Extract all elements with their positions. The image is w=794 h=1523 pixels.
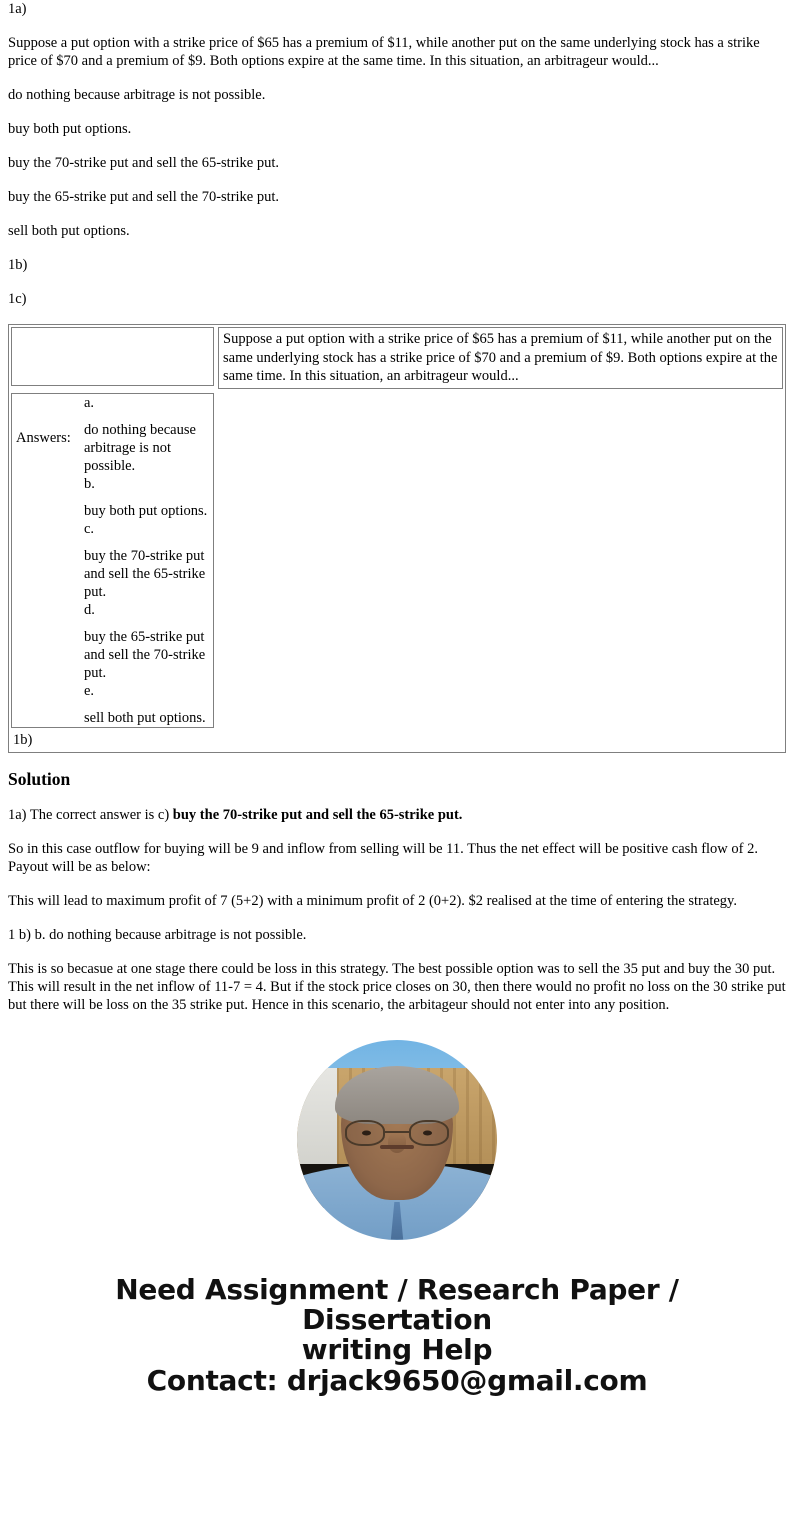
solution-paragraph-2: This will lead to maximum profit of 7 (5+2) with a minimum profit of 2 (0+2). $2 realised at the time of entering the strategy. [8,892,737,909]
answers-row [12,394,213,727]
question-stem-text: Suppose a put option with a strike price of $65 has a premium of $11, while another put on the same underlying stock has a strike price of $70 and a premium of $9. Both options expire at the same time. In this situation, an arbitrageur would... [8,35,760,69]
answer-item [84,520,213,601]
footer-line-1: Need Assignment / Research Paper / Dissertation [115,1272,679,1336]
table-cell-stem [216,325,785,391]
answers-inner-box [11,393,214,728]
answers-table [12,394,213,727]
choice-text-d: buy the 65-strike put and sell the 70-strike put. [8,189,280,205]
photo-eye-left [362,1130,371,1135]
answer-item [84,601,213,682]
choice-text-e: sell both put options. [8,223,130,239]
answer-text-e: sell both put options. [84,709,206,726]
solution-heading: Solution [8,768,71,789]
photo-lens-left [345,1120,385,1146]
answer-text-c: buy the 70-strike put and sell the 65-strike put. [84,547,206,600]
choice-text-b: buy both put options. [8,121,132,137]
empty-inner-box [11,327,214,386]
answer-text-b: buy both put options. [84,502,208,519]
question-label-1c: 1c) [8,291,27,307]
solution-paragraph-3: 1 b) b. do nothing because arbitrage is not possible. [8,926,307,943]
question-label-1b: 1b) [8,257,28,273]
question-label-1a: 1a) [8,1,27,17]
solution-paragraph-4: This is so becasue at one stage there could be loss in this strategy. The best possible option was to sell the 35 put and buy the 30 put. This will result in the net inflow of 11-7 = 4. But if the stock price closes on 30, then there would no profit no loss on the 30 strike put but there will be loss on the 35 strike put. Hence in this scenario, the arbitageur should not enter into any position. [8,960,786,1013]
solution-answer-prefix: 1a) The correct answer is c) [8,806,173,823]
answer-text-d: buy the 65-strike put and sell the 70-strike put. [84,628,206,681]
stem-inner-box [218,327,783,389]
table-row-stem [9,325,785,391]
solution-paragraph-1: So in this case outflow for buying will be 9 and inflow from selling will be 11. Thus the net effect will be positive cash flow of 2. Payout will be as below: [8,840,758,875]
photo-glasses-bridge [385,1131,409,1133]
photo-mouth [380,1145,414,1149]
table-tail-label: 1b) [13,731,33,748]
answer-text-a: do nothing because arbitrage is not possible. [84,421,196,474]
choice-text-c: buy the 70-strike put and sell the 65-strike put. [8,155,280,171]
glasses-icon [345,1120,449,1146]
table-stem-text: Suppose a put option with a strike price of $65 has a premium of $11, while another put on the same underlying stock has a strike price of $70 and a premium of $9. Both options expire at the same time. In this situation, an arbitrageur would... [223,331,778,384]
answer-item [84,682,213,727]
table-row-answers [9,391,785,752]
avatar-photo [297,1040,497,1240]
answer-letter-b: b. [84,475,95,492]
answer-letter-d: d. [84,601,95,618]
photo-lens-right [409,1120,449,1146]
choice-text-a: do nothing because arbitrage is not possible. [8,87,266,103]
footer-line-2: writing Help [301,1332,493,1366]
answers-list-cell [82,394,213,727]
answer-item [84,394,213,475]
table-cell-blank-right [216,391,785,752]
footer-line-3: Contact: drjack9650@gmail.com [146,1363,648,1397]
solution-answer-line [8,806,786,824]
answers-label: Answers: [16,429,71,446]
solution-answer-bold: buy the 70-strike put and sell the 65-strike put. [172,806,463,823]
table-cell-empty [9,325,216,391]
answer-letter-a: a. [84,394,95,411]
answer-item [84,475,213,520]
table-cell-answers [9,391,216,752]
answer-letter-e: e. [84,682,95,699]
question-table [8,324,786,753]
answers-label-cell [12,394,82,727]
answer-letter-c: c. [84,520,95,537]
footer-contact-block [8,1272,786,1397]
portrait-container [8,1040,786,1245]
photo-eye-right [423,1130,432,1135]
